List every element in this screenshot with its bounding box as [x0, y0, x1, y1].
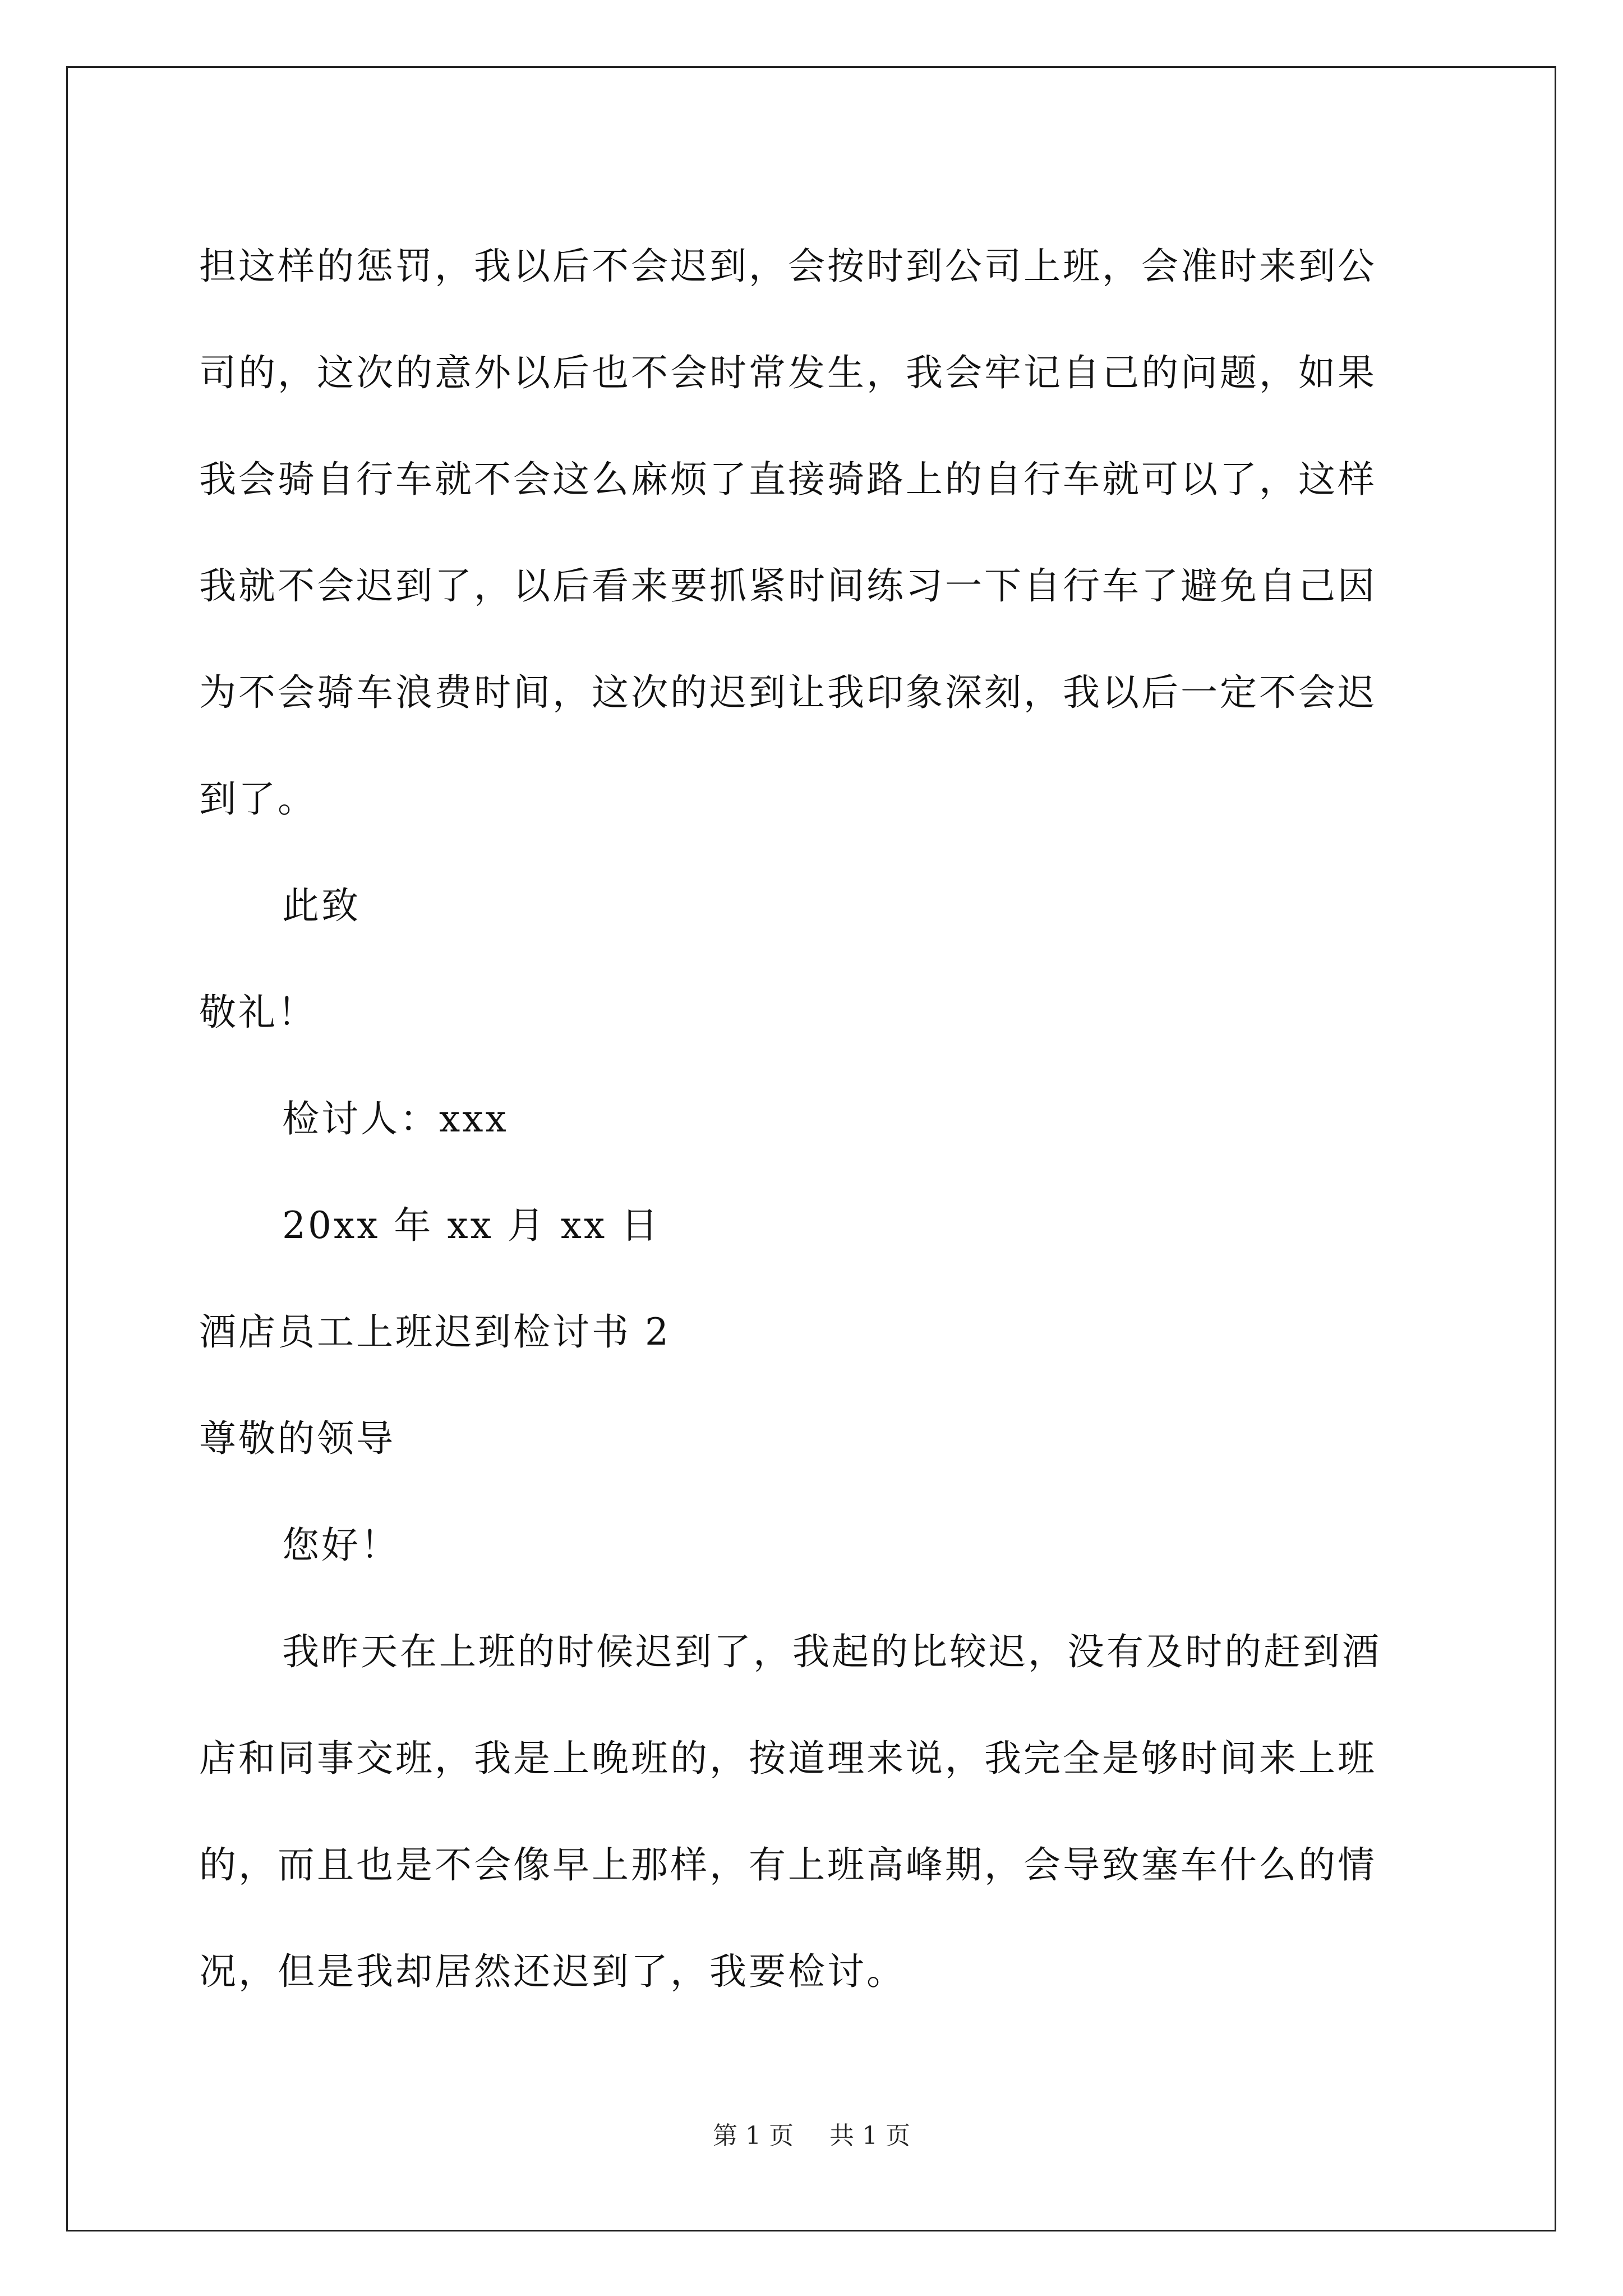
text-line: 司的，这次的意外以后也不会时常发生，我会牢记自己的问题，如果	[199, 351, 1377, 394]
greeting: 您好！	[282, 1524, 400, 1567]
text-line: 我昨天在上班的时候迟到了，我起的比较迟，没有及时的赶到酒	[282, 1630, 1381, 1673]
section-title: 酒店员工上班迟到检讨书 2	[199, 1310, 671, 1354]
page-total: 共 1 页	[829, 2122, 910, 2150]
signature-date: 20xx 年 xx 月 xx 日	[282, 1204, 661, 1247]
signature-author: 检讨人：xxx	[282, 1097, 509, 1140]
text-line: 担这样的惩罚，我以后不会迟到，会按时到公司上班，会准时来到公	[199, 245, 1377, 288]
document-body	[199, 213, 1433, 2025]
text-line: 店和同事交班，我是上晚班的，按道理来说，我完全是够时间来上班	[199, 1737, 1377, 1780]
greeting-recipient: 尊敬的领导	[199, 1417, 395, 1460]
text-line: 况，但是我却居然还迟到了，我要检讨。	[199, 1950, 906, 1993]
page-footer	[0, 2119, 1623, 2153]
closing-regards: 敬礼！	[199, 991, 317, 1034]
text-line: 我就不会迟到了，以后看来要抓紧时间练习一下自行车了避免自己因	[199, 564, 1377, 608]
page-number: 第 1 页	[713, 2122, 794, 2150]
text-line: 我会骑自行车就不会这么麻烦了直接骑路上的自行车就可以了，这样	[199, 458, 1377, 501]
text-line: 为不会骑车浪费时间，这次的迟到让我印象深刻，我以后一定不会迟	[199, 671, 1377, 714]
text-line: 到了。	[199, 777, 317, 821]
closing-salutation: 此致	[282, 884, 361, 927]
text-line: 的，而且也是不会像早上那样，有上班高峰期，会导致塞车什么的情	[199, 1843, 1377, 1887]
